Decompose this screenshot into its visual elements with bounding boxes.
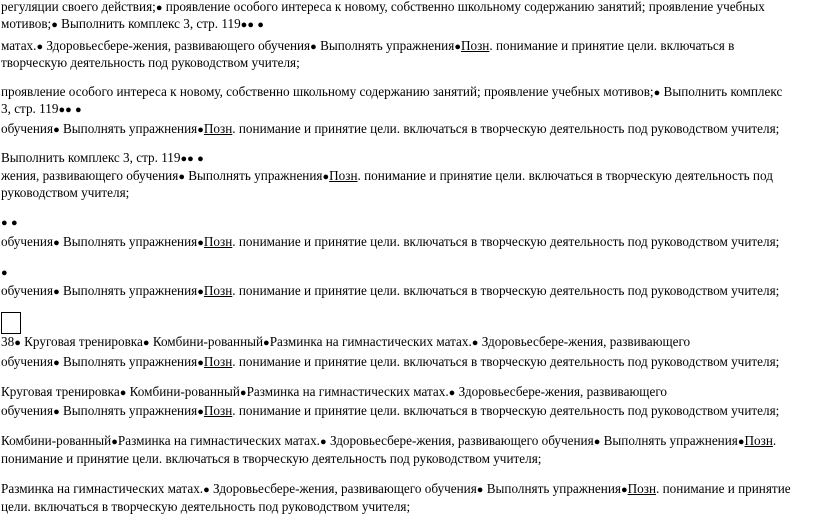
text-segment: Разминка на гимнастических матах. bbox=[117, 433, 320, 448]
bullet-icon: ● bbox=[197, 406, 204, 418]
bullet-icon: ● bbox=[14, 337, 21, 349]
text-segment: Круговая тренировка bbox=[1, 384, 120, 399]
bullet-icon: ● bbox=[620, 484, 628, 496]
bullet-icon: ● bbox=[310, 41, 317, 53]
underlined-term: Позн bbox=[203, 121, 233, 136]
text-segment: 3, стр. 119 bbox=[1, 101, 59, 116]
bullet-icon: ● bbox=[197, 286, 204, 298]
text-segment: обучения bbox=[1, 283, 54, 298]
underlined-term: Позн bbox=[744, 433, 773, 448]
bullet-icon: ●● bbox=[240, 19, 254, 31]
text-segment: . понимание и принятие bbox=[656, 481, 791, 496]
bullet-icon: ● bbox=[111, 436, 118, 448]
bullet-icon: ● bbox=[239, 387, 247, 399]
text-line bbox=[1, 234, 779, 251]
bullet-icon: ● bbox=[1, 267, 8, 279]
bullet-icon: ●● bbox=[180, 153, 194, 165]
underlined-term: Позн bbox=[203, 234, 233, 249]
text-segment: Разминка на гимнастических матах. bbox=[1, 481, 204, 496]
text-segment: Разминка на гимнастических матах. bbox=[269, 334, 472, 349]
text-segment: обучения bbox=[1, 403, 54, 418]
underlined-term: Позн bbox=[627, 481, 657, 496]
text-segment: понимание и принятие цели. включаться в творческую деятельность под руководством учителя; bbox=[1, 451, 542, 466]
bullet-icon: ● bbox=[119, 387, 127, 399]
bullet-icon: ● bbox=[51, 19, 58, 31]
text-line bbox=[1, 185, 129, 201]
text-segment: обучения bbox=[1, 121, 54, 136]
text-segment: Здоровьесбере-жения, развивающего обучения bbox=[209, 481, 477, 496]
text-line bbox=[1, 101, 82, 118]
text-segment: Здоровьесбере-жения, развивающего bbox=[455, 384, 667, 399]
text-segment: Выполнять упражнения bbox=[59, 354, 198, 369]
text-segment: . понимание и принятие цели. включаться в bbox=[489, 38, 735, 53]
text-segment: проявление особого интереса к новому, собственно школьному содержанию занятий; проявление учебных bbox=[162, 0, 765, 14]
bullet-icon: ● bbox=[257, 19, 264, 31]
text-segment: Выполнять упражнения bbox=[59, 234, 198, 249]
text-line bbox=[1, 384, 667, 401]
bullet-icon: ● bbox=[36, 41, 44, 53]
bullet-icon: ● bbox=[53, 286, 60, 298]
bullet-icon: ● bbox=[53, 357, 60, 369]
text-segment: Выполнить комплекс 3, стр. 119 bbox=[57, 16, 241, 31]
bullet-icon: ● bbox=[448, 387, 456, 399]
bullet-icon: ● bbox=[142, 337, 150, 349]
bullet-icon: ● bbox=[53, 124, 60, 136]
underlined-term: Позн bbox=[460, 38, 490, 53]
text-segment: матах. bbox=[1, 38, 37, 53]
text-segment: . bbox=[772, 433, 777, 448]
text-line bbox=[1, 481, 791, 498]
text-segment: . понимание и принятие цели. включаться в творческую деятельность под bbox=[357, 168, 773, 183]
text-line bbox=[1, 150, 204, 167]
text-segment: проявление особого интереса к новому, собственно школьному содержанию занятий; проявление учебных мотивов; bbox=[1, 84, 654, 99]
text-line bbox=[1, 55, 300, 71]
text-segment: Разминка на гимнастических матах. bbox=[246, 384, 449, 399]
text-segment: обучения bbox=[1, 354, 54, 369]
text-segment: Комбини-рованный bbox=[149, 334, 264, 349]
text-segment: Выполнить комплекс 3, стр. 119 bbox=[1, 150, 181, 165]
text-segment: Выполнять упражнения bbox=[59, 403, 198, 418]
text-segment: Здоровьесбере-жения, развивающего bbox=[478, 334, 691, 349]
text-segment: Комбини-рованный bbox=[126, 384, 240, 399]
underlined-term: Позн bbox=[203, 283, 233, 298]
bullet-icon: ● bbox=[653, 87, 661, 99]
bullet-icon: ● bbox=[593, 436, 601, 448]
bullet-icon: ● bbox=[263, 337, 270, 349]
table-cell-box bbox=[1, 312, 21, 334]
text-segment: . понимание и принятие цели. включаться в творческую деятельность под руководством учителя; bbox=[232, 354, 780, 369]
bullet-icon: ● bbox=[454, 41, 461, 53]
text-line bbox=[1, 121, 779, 138]
text-segment: Выполнять упражнения bbox=[184, 168, 323, 183]
text-line bbox=[1, 214, 18, 231]
text-segment: обучения bbox=[1, 234, 54, 249]
text-line bbox=[1, 433, 776, 450]
bullet-icon: ● bbox=[1, 217, 8, 229]
underlined-term: Позн bbox=[203, 403, 233, 418]
bullet-icon: ● bbox=[53, 237, 60, 249]
text-segment: . понимание и принятие цели. включаться в творческую деятельность под руководством учителя; bbox=[232, 283, 780, 298]
text-segment: . понимание и принятие цели. включаться в творческую деятельность под руководством учителя; bbox=[232, 403, 780, 418]
text-line bbox=[1, 16, 264, 33]
text-line bbox=[1, 354, 779, 371]
bullet-icon: ● bbox=[203, 484, 210, 496]
text-segment: Выполнять упражнения bbox=[59, 121, 198, 136]
bullet-icon: ● bbox=[53, 406, 60, 418]
bullet-icon: ● bbox=[322, 171, 330, 183]
text-line bbox=[1, 38, 734, 55]
text-segment: Выполнять упражнения bbox=[316, 38, 455, 53]
text-line bbox=[1, 84, 782, 101]
text-line bbox=[1, 0, 765, 16]
underlined-term: Позн bbox=[203, 354, 233, 369]
text-line bbox=[1, 168, 773, 185]
text-segment: Здоровьесбере-жения, развивающего обучения bbox=[326, 433, 594, 448]
bullet-icon: ● bbox=[476, 484, 484, 496]
text-segment: регуляции своего действия; bbox=[1, 0, 156, 14]
text-line bbox=[1, 451, 541, 467]
text-segment: . понимание и принятие цели. включаться в творческую деятельность под руководством учителя; bbox=[232, 121, 780, 136]
text-segment: Выполнять упражнения bbox=[600, 433, 738, 448]
bullet-icon: ● bbox=[471, 337, 479, 349]
text-segment: мотивов; bbox=[1, 16, 52, 31]
text-line bbox=[1, 403, 779, 420]
text-segment: цели. включаться в творческую деятельность под руководством учителя; bbox=[1, 499, 411, 514]
bullet-icon: ● bbox=[197, 124, 204, 136]
bullet-icon: ● bbox=[197, 153, 204, 165]
bullet-icon: ● bbox=[197, 237, 204, 249]
bullet-icon: ● bbox=[155, 2, 163, 14]
text-segment: творческую деятельность под руководством учителя; bbox=[1, 55, 300, 70]
text-segment: . понимание и принятие цели. включаться в творческую деятельность под руководством учителя; bbox=[232, 234, 780, 249]
bullet-icon: ● bbox=[319, 436, 327, 448]
text-segment: жения, развивающего обучения bbox=[1, 168, 179, 183]
bullet-icon: ● bbox=[197, 357, 204, 369]
text-segment: Здоровьесбере-жения, развивающего обучения bbox=[43, 38, 311, 53]
bullet-icon: ● bbox=[10, 217, 18, 229]
text-segment: Выполнять упражнения bbox=[59, 283, 198, 298]
bullet-icon: ● bbox=[737, 436, 745, 448]
text-segment: Выполнить комплекс bbox=[660, 84, 783, 99]
text-line bbox=[1, 283, 779, 300]
bullet-icon: ● bbox=[75, 104, 82, 116]
text-segment: 38 bbox=[1, 334, 15, 349]
text-segment: руководством учителя; bbox=[1, 185, 130, 200]
bullet-icon: ● bbox=[178, 171, 185, 183]
text-segment: Выполнять упражнения bbox=[483, 481, 621, 496]
text-line bbox=[1, 499, 410, 515]
text-segment: Круговая тренировка bbox=[20, 334, 143, 349]
bullet-icon: ●● bbox=[58, 104, 72, 116]
underlined-term: Позн bbox=[329, 168, 358, 183]
text-line bbox=[1, 264, 8, 281]
text-segment: Комбини-рованный bbox=[1, 433, 112, 448]
text-line bbox=[1, 334, 690, 351]
